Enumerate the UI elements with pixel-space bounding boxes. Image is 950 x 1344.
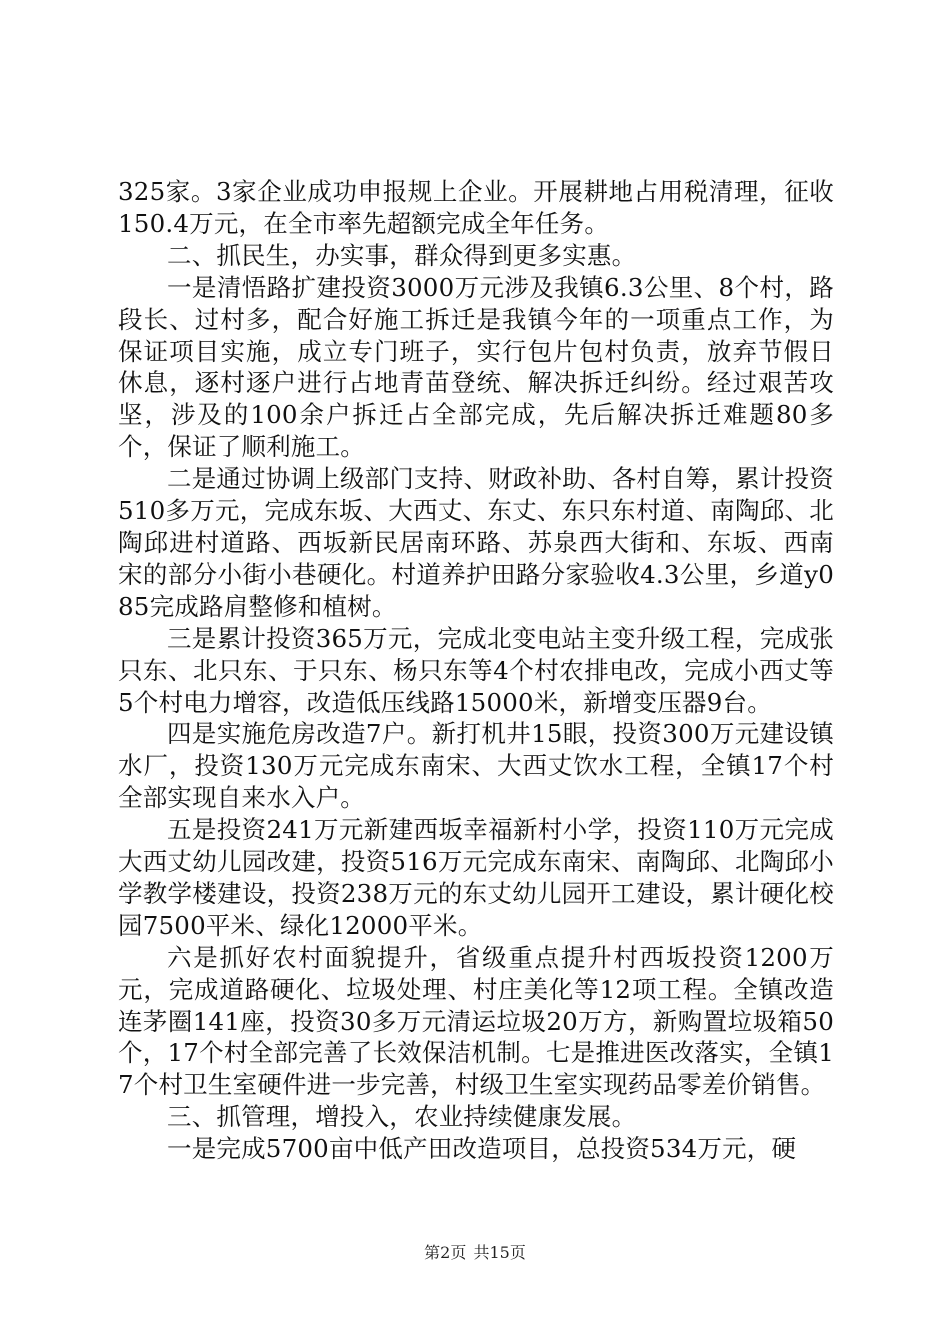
- paragraph-continuation: 325家。3家企业成功申报规上企业。开展耕地占用税清理，征收150.4万元，在全市率先超额完成全年任务。: [118, 177, 834, 238]
- page-footer: [0, 1243, 950, 1263]
- page-number: 第2页: [424, 1243, 467, 1262]
- paragraph-rural-improvement: 六是抓好农村面貌提升，省级重点提升村西坂投资1200万元，完成道路硬化、垃圾处理、村庄美化等12项工程。全镇改造连茅圈141座，投资30多万元清运垃圾20万方，新购置垃圾箱50个，17个村全部完善了长效保洁机制。七是推进医改落实，全镇17个村卫生室硬件进一步完善，村级卫生室实现药品零差价销售。: [118, 942, 834, 1100]
- section-heading-agriculture: 三、抓管理，增投入，农业持续健康发展。: [167, 1102, 637, 1132]
- paragraph-schools: 五是投资241万元新建西坂幸福新村小学，投资110万元完成大西丈幼儿园改建，投资516万元完成东南宋、南陶邱、北陶邱小学教学楼建设，投资238万元的东丈幼儿园开工建设，累计硬化校园7500平米、绿化12000平米。: [118, 815, 834, 940]
- document-body: [118, 176, 834, 1165]
- paragraph-village-roads: 二是通过协调上级部门支持、财政补助、各村自筹，累计投资510多万元，完成东坂、大西丈、东丈、东只东村道、南陶邱、北陶邱进村道路、西坂新民居南环路、苏泉西大街和、东坂、西南宋的部分小街小巷硬化。村道养护田路分家验收4.3公里，乡道y085完成路肩整修和植树。: [118, 464, 834, 621]
- paragraph-road-expansion: 一是清悟路扩建投资3000万元涉及我镇6.3公里、8个村，路段长、过村多，配合好施工拆迁是我镇今年的一项重点工作，为保证项目实施，成立专门班子，实行包片包村负责，放弃节假日休息，逐村逐户进行占地青苗登统、解决拆迁纠纷。经过艰苦攻坚，涉及的100余户拆迁占全部完成，先后解决拆迁难题80多个，保证了顺利施工。: [118, 272, 834, 462]
- section-heading-livelihood: 二、抓民生，办实事，群众得到更多实惠。: [167, 240, 637, 270]
- page-total: 共15页: [473, 1243, 526, 1262]
- paragraph-housing-water: 四是实施危房改造7户。新打机井15眼，投资300万元建设镇水厂，投资130万元完成东南宋、大西丈饮水工程，全镇17个村全部实现自来水入户。: [118, 719, 834, 813]
- paragraph-power-upgrade: 三是累计投资365万元，完成北变电站主变升级工程，完成张只东、北只东、于只东、杨只东等4个村农排电改，完成小西丈等5个村电力增容，改造低压线路15000米，新增变压器9台。: [118, 623, 834, 717]
- paragraph-farmland: 一是完成5700亩中低产田改造项目，总投资534万元，硬: [167, 1134, 797, 1164]
